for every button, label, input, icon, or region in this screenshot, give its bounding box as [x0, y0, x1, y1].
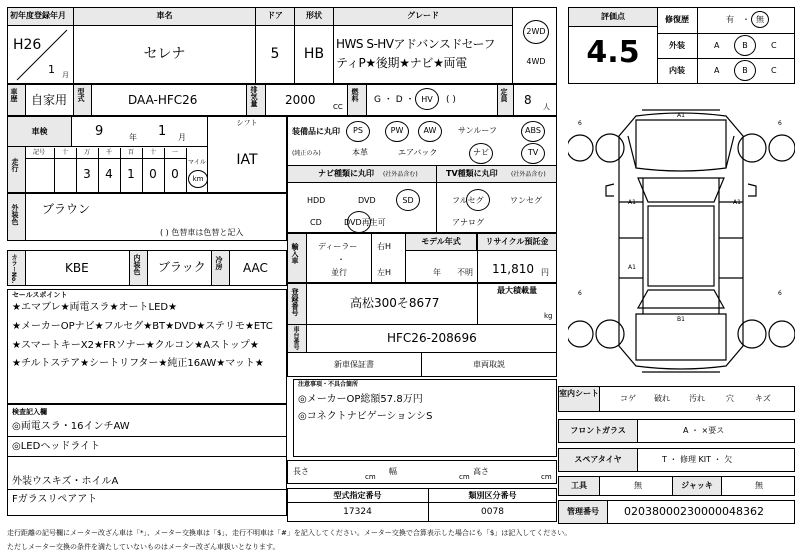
km-label: km	[192, 175, 204, 183]
notes-label: 注意事項・不具合箇所	[298, 381, 359, 388]
int-c: C	[771, 66, 777, 75]
tools-value: 無	[634, 481, 642, 490]
interior-color-label: 内装色	[133, 254, 141, 275]
dims-height: 高さ	[473, 467, 489, 476]
equipment-item: ナビ	[473, 148, 489, 157]
navi-cd: CD	[310, 218, 322, 227]
recycle-label: リサイクル預託金	[485, 237, 549, 246]
class-no-value: 0078	[481, 507, 504, 517]
reg-era-year: H26	[13, 37, 42, 53]
diagram-six-4: 6	[778, 290, 782, 297]
disp-value: 2000	[285, 93, 316, 107]
color-no-label: カラーNo.	[10, 254, 17, 284]
ext-b: B	[742, 41, 748, 50]
inspector-label: 検査記入欄	[12, 408, 47, 416]
dims-length-cm: cm	[365, 473, 376, 481]
seat-item-3: 汚れ	[689, 394, 705, 403]
tv-label: TV種類に丸印	[446, 169, 498, 178]
capacity-unit: 人	[543, 103, 550, 111]
equipment-label: 装備品に丸印	[292, 127, 340, 136]
doors-label: ドア	[267, 11, 283, 20]
disp-label: 排気量	[250, 86, 258, 107]
interior-label: 内装	[669, 66, 685, 75]
glass-value: A ・ ×要ス	[683, 426, 725, 435]
drive-box	[512, 7, 557, 84]
mileage-unit-label: 十	[61, 149, 68, 156]
diagram-six-3: 6	[578, 290, 582, 297]
navi-dvdplay: DVD再生可	[344, 218, 386, 227]
inspection-month: 1	[158, 124, 167, 139]
mileage-unit-label: 一	[171, 149, 178, 156]
inspection-year: 9	[95, 124, 104, 139]
grade-line2: ティP★後期★ナビ★両電	[336, 56, 467, 70]
car-name: セレナ	[143, 46, 186, 62]
registration-value: 高松300そ8677	[350, 296, 440, 310]
ext-c: C	[771, 41, 777, 50]
type-no-label: 型式指定番号	[333, 491, 382, 500]
equipment-item: TV	[527, 148, 539, 157]
reg-month: 1	[48, 63, 55, 76]
inspector-line-3: 外装ウスキズ・ホイルA	[12, 476, 119, 487]
import-dot: ・	[337, 255, 345, 264]
score-row-line2	[657, 58, 795, 59]
equipment-item: AW	[423, 126, 437, 135]
sales-line-3: ★スマートキーX2★FRソナー★クルコン★Aストップ★	[12, 340, 259, 351]
grade-line1: HWS S-HVアドバンスドセーフ	[336, 37, 495, 51]
inspection-year-unit: 年	[129, 133, 137, 142]
inspector-line-1: ◎両電スラ・16インチAW	[12, 421, 130, 432]
capacity-value: 8	[524, 93, 532, 107]
model-year-unknown: 不明	[457, 268, 473, 277]
color-label: 外装色	[11, 204, 19, 225]
seat-item-4: 穴	[726, 394, 734, 403]
shift-value: IAT	[236, 152, 258, 168]
diagram-six-2: 6	[778, 120, 782, 127]
repair-dot: ・	[742, 15, 750, 24]
mileage-col-line	[186, 148, 187, 193]
diagram-a1-right: A1	[733, 199, 741, 206]
color-note: ( ) 色替車は色替と記入	[160, 228, 244, 237]
grade-box	[333, 25, 513, 84]
spare-value: T ・ 修理 KIT ・ 欠	[662, 455, 733, 464]
mileage-unit-label: 万	[83, 149, 90, 156]
chassis-value: HFC26-208696	[387, 331, 477, 345]
score-label: 評価点	[601, 12, 625, 21]
diagram-six-1: 6	[578, 120, 582, 127]
car-diagram	[568, 108, 795, 376]
fuel-paren: ( )	[446, 95, 456, 105]
inspector-line-rule-2	[7, 456, 287, 457]
mileage-digit: 0	[149, 167, 157, 181]
mileage-unit-label: 千	[105, 149, 112, 156]
sales-label: セールスポイント	[12, 291, 68, 299]
shift-label: シフト	[236, 119, 258, 127]
control-value: 02038000230000048362	[624, 505, 764, 518]
dims-width: 幅	[389, 467, 397, 476]
class-no-label: 類別区分番号	[468, 491, 517, 500]
seat-item-1: コゲ	[620, 394, 636, 403]
int-b: B	[742, 66, 748, 75]
mileage-unit-label: 十	[149, 149, 156, 156]
doors-value: 5	[270, 46, 280, 62]
seat-item-2: 破れ	[654, 394, 670, 403]
footer-line-2: ただしメーター交換の条件を満たしていないものはメーター改ざん車扱いとなります。	[7, 543, 280, 551]
mileage-sym-label: 記号	[33, 149, 46, 156]
tv-sub: (社外品含む)	[511, 171, 546, 178]
score-row-line1	[657, 33, 795, 34]
shape-value: HB	[303, 46, 325, 62]
tools-label: 工具	[571, 481, 587, 490]
score-label-divider	[697, 7, 698, 84]
dims-box	[287, 460, 557, 484]
exterior-label: 外装	[669, 41, 685, 50]
recycle-unit: 円	[541, 268, 549, 277]
use-value: 自家用	[31, 93, 68, 107]
footer-line-1: 走行距離の記号欄にメーター改ざん車は「*」、メーター交換車は「$」、走行不明車は「#」を記入してください。メーター交換で合算表示した場合にも「$」は記入してください。	[7, 529, 572, 537]
mileage-units-line	[26, 158, 186, 159]
max-load-label: 最大積載量	[497, 286, 537, 295]
spare-label: スペアタイヤ	[574, 455, 622, 464]
model-value: DAA-HFC26	[128, 93, 198, 107]
color-box	[7, 193, 287, 241]
import-parallel: 並行	[331, 268, 347, 277]
interior-color-value: ブラック	[158, 260, 206, 274]
control-label: 管理番号	[567, 507, 599, 516]
jack-value: 無	[755, 481, 763, 490]
import-label: 輸入車	[291, 243, 299, 264]
import-left: 左H	[377, 268, 392, 277]
reg-month-unit: 月	[62, 71, 69, 79]
type-no-value: 17324	[343, 507, 372, 517]
equipment-item: エアバック	[398, 148, 438, 157]
tv-analog: アナログ	[452, 218, 484, 227]
glass-label: フロントガラス	[570, 426, 626, 435]
mileage-digit: 0	[171, 167, 179, 181]
notes-line-1: ◎メーカーOP総額57.8万円	[298, 394, 423, 405]
navi-sd: SD	[402, 196, 414, 205]
equipment-item: PW	[390, 126, 404, 135]
score-value: 4.5	[586, 35, 640, 70]
inspector-line-rule-1	[7, 436, 287, 437]
dims-length: 長さ	[293, 467, 309, 476]
inspector-line-2: ◎LEDヘッドライト	[12, 441, 101, 452]
seat-item-5: キズ	[755, 394, 771, 403]
navi-hdd: HDD	[307, 196, 326, 205]
diagram-a1-left: A1	[628, 199, 636, 206]
mileage-digit: 1	[127, 167, 135, 181]
inspector-line-4: Fガラスリペアアト	[12, 494, 98, 505]
drive-4wd: 4WD	[526, 57, 546, 66]
warranty-new-car: 新車保証書	[334, 360, 374, 369]
shape-label: 形状	[306, 11, 322, 20]
type-no-mid-line	[287, 502, 557, 503]
registration-label: 登録番号	[291, 288, 299, 316]
mileage-digit: 3	[83, 167, 91, 181]
repair-label: 修復歴	[665, 15, 689, 24]
disp-cc: CC	[333, 103, 343, 111]
equipment-sub: (純正のみ)	[292, 150, 321, 157]
sales-line-2: ★メーカーOPナビ★フルセグ★BT★DVD★ステリモ★ETC	[12, 321, 273, 332]
diagram-a1-top: A1	[677, 112, 685, 119]
navi-label: ナビ種類に丸印	[318, 169, 374, 178]
int-a: A	[714, 66, 720, 75]
sales-line-1: ★エマブレ★両電スラ★オートLED★	[12, 302, 178, 313]
tv-fullseg: フルセグ	[452, 196, 484, 205]
use-label: 車歴	[10, 88, 18, 102]
equipment-item: ABS	[525, 126, 541, 135]
import-divider	[371, 233, 372, 283]
jack-label: ジャッキ	[681, 481, 713, 490]
color-value: ブラウン	[42, 202, 91, 216]
capacity-label: 定員	[500, 88, 508, 102]
color-no-value: KBE	[65, 261, 89, 275]
inspection-label: 車検	[31, 127, 48, 136]
mileage-label: 走行	[11, 158, 19, 172]
model-label: 型式	[77, 88, 85, 102]
diagram-b1: B1	[677, 316, 685, 323]
grade-label: グレード	[407, 11, 439, 20]
car-name-label: 車名	[156, 11, 173, 20]
recycle-value: 11,810	[492, 262, 534, 276]
diagram-a1-lower-left: A1	[628, 264, 636, 271]
dims-height-cm: cm	[541, 473, 552, 481]
navi-dvd: DVD	[358, 196, 376, 205]
max-load-kg: kg	[544, 312, 553, 320]
notes-line-2: ◎コネクトナビゲーションシS	[298, 411, 433, 422]
chassis-label: 車台番号	[292, 326, 299, 350]
import-right: 右H	[377, 242, 392, 251]
import-dealer: ディーラー	[318, 242, 358, 251]
fuel-options: G ・ D ・	[374, 95, 415, 105]
dims-width-cm: cm	[459, 473, 470, 481]
navi-sub: (社外品含む)	[383, 171, 418, 178]
mile-label: マイル	[188, 159, 206, 166]
fuel-label: 燃料	[351, 88, 359, 102]
ac-value: AAC	[243, 261, 268, 275]
fuel-hv: HV	[421, 95, 433, 104]
sales-line-4: ★チルトステア★シートリフター★純正16AW★マット★	[12, 358, 264, 369]
repair-no: 無	[756, 15, 764, 24]
inspection-month-unit: 月	[178, 133, 186, 142]
equipment-item: 本革	[352, 148, 368, 157]
ac-label: 冷房	[215, 256, 223, 270]
mileage-digit: 4	[105, 167, 113, 181]
inspector-line-rule-3	[7, 489, 287, 490]
drive-2wd: 2WD	[526, 27, 546, 36]
seat-label: 室内シート	[559, 389, 599, 398]
ext-a: A	[714, 41, 720, 50]
equipment-item: サンルーフ	[458, 126, 497, 135]
equipment-item: PS	[353, 126, 363, 135]
mileage-top-line	[7, 146, 207, 147]
tv-oneseg: ワンセグ	[510, 196, 542, 205]
model-year-unit: 年	[433, 268, 441, 277]
reg-year-label: 初年度登録年月	[10, 11, 66, 20]
model-year-label: モデル年式	[421, 237, 461, 246]
warranty-manual: 車両取説	[473, 360, 505, 369]
mileage-unit-label: 百	[127, 149, 134, 156]
repair-yes: 有	[726, 15, 734, 24]
